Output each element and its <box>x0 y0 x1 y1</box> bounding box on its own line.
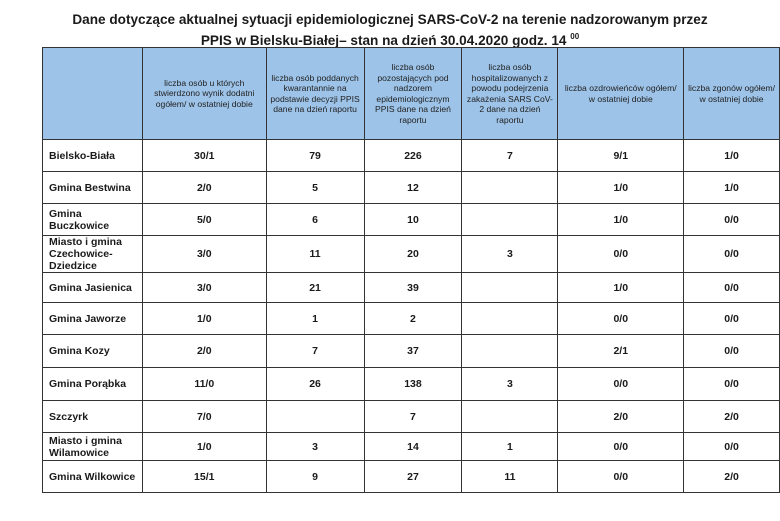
table-row <box>43 433 780 461</box>
cell-hospitalized <box>462 401 558 433</box>
table-row <box>43 303 780 335</box>
cell-hospitalized <box>462 172 558 204</box>
cell-quarantine: 3 <box>266 433 364 461</box>
cell-positive: 1/0 <box>142 433 266 461</box>
cell-quarantine: 11 <box>266 236 364 273</box>
cell-hospitalized: 1 <box>462 433 558 461</box>
cell-deaths: 0/0 <box>684 433 780 461</box>
cell-supervision: 39 <box>364 273 462 303</box>
header-corner <box>43 48 143 140</box>
cell-positive: 2/0 <box>142 335 266 368</box>
cell-positive: 5/0 <box>142 204 266 236</box>
cell-positive: 30/1 <box>142 140 266 172</box>
cell-name: Miasto i gmina Wilamowice <box>43 433 143 461</box>
cell-quarantine: 5 <box>266 172 364 204</box>
cell-recovered: 2/1 <box>558 335 684 368</box>
cell-name: Bielsko-Biała <box>43 140 143 172</box>
cell-quarantine <box>266 401 364 433</box>
table-row <box>43 401 780 433</box>
cell-name: Gmina Buczkowice <box>43 204 143 236</box>
header-supervision: liczba osób pozostających pod nadzorem epidemiologicznym PPIS dane na dzień raportu <box>364 48 462 140</box>
cell-positive: 15/1 <box>142 461 266 493</box>
cell-deaths: 0/0 <box>684 303 780 335</box>
cell-hospitalized <box>462 335 558 368</box>
cell-name: Gmina Jaworze <box>43 303 143 335</box>
cell-quarantine: 9 <box>266 461 364 493</box>
cell-supervision: 37 <box>364 335 462 368</box>
cell-positive: 3/0 <box>142 273 266 303</box>
cell-name: Gmina Porąbka <box>43 368 143 401</box>
cell-positive: 11/0 <box>142 368 266 401</box>
cell-supervision: 14 <box>364 433 462 461</box>
cell-deaths: 0/0 <box>684 236 780 273</box>
cell-deaths: 1/0 <box>684 140 780 172</box>
cell-hospitalized: 11 <box>462 461 558 493</box>
header-recovered: liczba ozdrowieńców ogółem/ w ostatniej dobie <box>558 48 684 140</box>
cell-hospitalized <box>462 303 558 335</box>
cell-quarantine: 6 <box>266 204 364 236</box>
table-row <box>43 335 780 368</box>
cell-positive: 7/0 <box>142 401 266 433</box>
header-hospitalized: liczba osób hospitalizowanych z powodu podejrzenia zakażenia SARS CoV-2 dane na dzień raportu <box>462 48 558 140</box>
cell-recovered: 1/0 <box>558 172 684 204</box>
cell-recovered: 0/0 <box>558 433 684 461</box>
cell-quarantine: 26 <box>266 368 364 401</box>
title-line-2-text: PPIS w Bielsku-Białej– stan na dzień 30.04.2020 godz. 14 <box>200 33 567 48</box>
cell-name: Gmina Wilkowice <box>43 461 143 493</box>
cell-supervision: 2 <box>364 303 462 335</box>
table-row <box>43 461 780 493</box>
cell-supervision: 20 <box>364 236 462 273</box>
cell-recovered: 2/0 <box>558 401 684 433</box>
table-row <box>43 368 780 401</box>
cell-recovered: 0/0 <box>558 303 684 335</box>
header-row <box>43 48 780 140</box>
cell-positive: 3/0 <box>142 236 266 273</box>
cell-name: Miasto i gmina Czechowice-Dziedzice <box>43 236 143 273</box>
header-deaths: liczba zgonów ogółem/ w ostatniej dobie <box>684 48 780 140</box>
cell-hospitalized <box>462 204 558 236</box>
cell-recovered: 9/1 <box>558 140 684 172</box>
title-line-2 <box>20 28 760 49</box>
cell-recovered: 0/0 <box>558 461 684 493</box>
cell-deaths: 1/0 <box>684 172 780 204</box>
table-row <box>43 273 780 303</box>
cell-name: Gmina Kozy <box>43 335 143 368</box>
table-row <box>43 140 780 172</box>
cell-recovered: 0/0 <box>558 368 684 401</box>
cell-quarantine: 7 <box>266 335 364 368</box>
cell-positive: 1/0 <box>142 303 266 335</box>
title-line-1: Dane dotyczące aktualnej sytuacji epidemiologicznej SARS-CoV-2 na terenie nadzorowanym przez <box>72 12 708 27</box>
table-row <box>43 204 780 236</box>
cell-name: Gmina Jasienica <box>43 273 143 303</box>
cell-recovered: 1/0 <box>558 273 684 303</box>
cell-name: Gmina Bestwina <box>43 172 143 204</box>
cell-deaths: 2/0 <box>684 461 780 493</box>
cell-positive: 2/0 <box>142 172 266 204</box>
document-title <box>20 11 760 49</box>
cell-name: Szczyrk <box>43 401 143 433</box>
cell-deaths: 0/0 <box>684 368 780 401</box>
header-positive: liczba osób u których stwierdzono wynik dodatni ogółem/ w ostatniej dobie <box>142 48 266 140</box>
cell-hospitalized: 7 <box>462 140 558 172</box>
cell-hospitalized <box>462 273 558 303</box>
cell-supervision: 10 <box>364 204 462 236</box>
cell-supervision: 226 <box>364 140 462 172</box>
cell-supervision: 27 <box>364 461 462 493</box>
cell-deaths: 0/0 <box>684 335 780 368</box>
title-time-superscript: 00 <box>570 32 580 41</box>
cell-recovered: 0/0 <box>558 236 684 273</box>
cell-quarantine: 79 <box>266 140 364 172</box>
cell-quarantine: 1 <box>266 303 364 335</box>
cell-deaths: 0/0 <box>684 273 780 303</box>
cell-deaths: 2/0 <box>684 401 780 433</box>
cell-hospitalized: 3 <box>462 236 558 273</box>
cell-recovered: 1/0 <box>558 204 684 236</box>
cell-quarantine: 21 <box>266 273 364 303</box>
header-quarantine: liczba osób poddanych kwarantannie na podstawie decyzji PPIS dane na dzień raportu <box>266 48 364 140</box>
table-row <box>43 172 780 204</box>
cell-supervision: 138 <box>364 368 462 401</box>
cell-supervision: 12 <box>364 172 462 204</box>
cell-deaths: 0/0 <box>684 204 780 236</box>
cell-supervision: 7 <box>364 401 462 433</box>
table-row <box>43 236 780 273</box>
cell-hospitalized: 3 <box>462 368 558 401</box>
epidemiological-table <box>42 47 780 493</box>
